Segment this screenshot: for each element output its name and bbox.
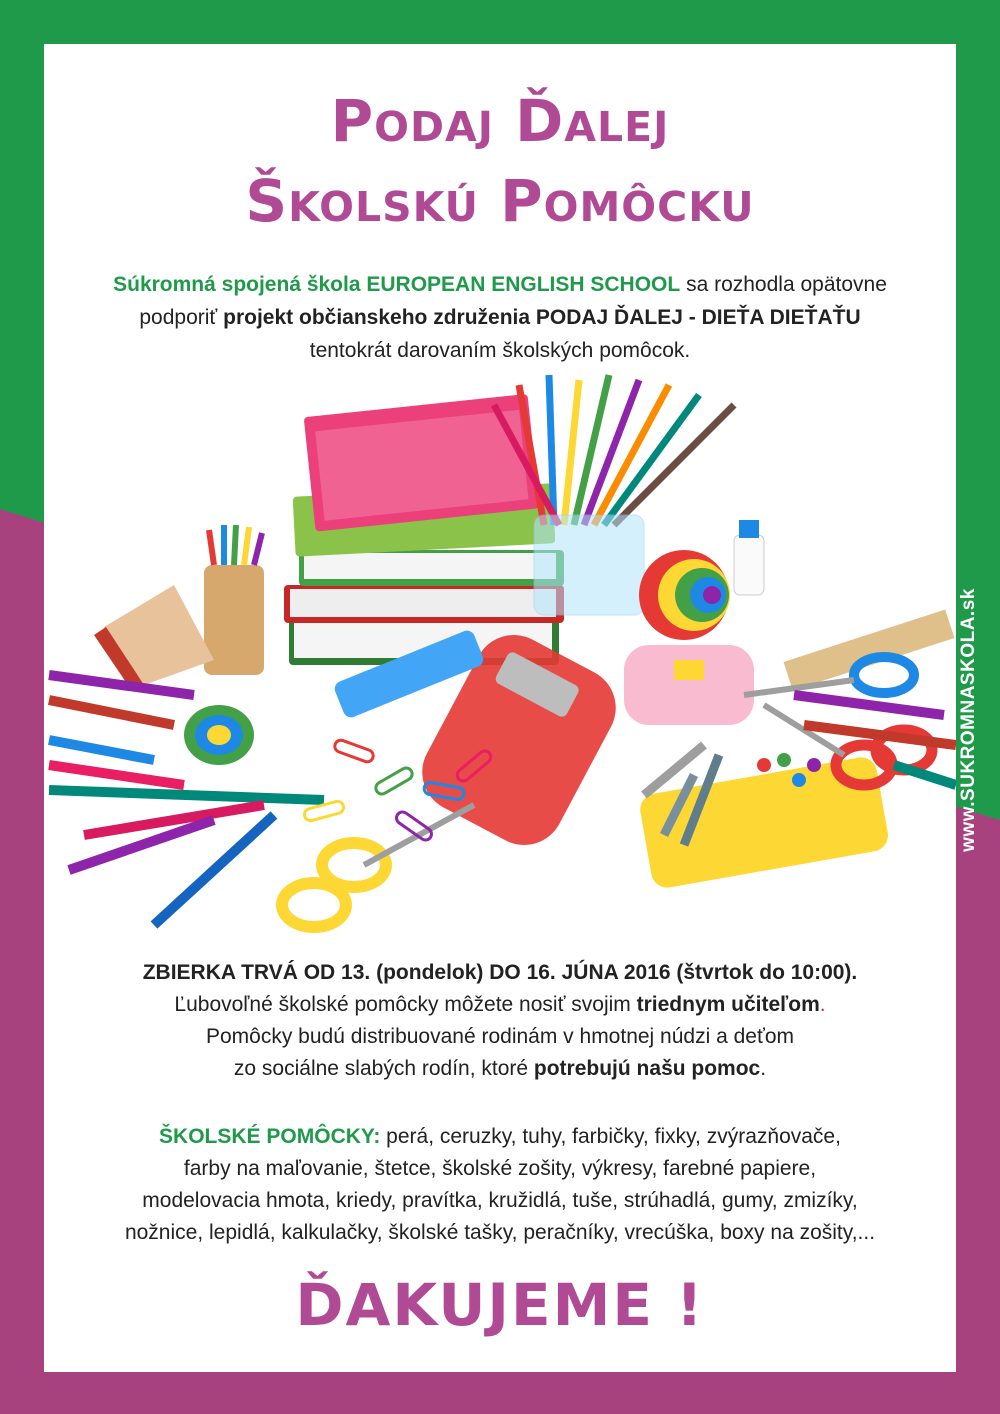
title-line-2: Školskú Pomôcku xyxy=(245,167,755,235)
info-teachers: triednym učiteľom xyxy=(636,993,820,1016)
intro-paragraph xyxy=(44,268,956,367)
title-line-1: Podaj Ďalej xyxy=(330,87,670,155)
supplies-line-2: farby na maľovanie, štetce, školské zošity, výkresy, farebné papiere, xyxy=(183,1157,817,1180)
school-name: Súkromná spojená škola EUROPEAN ENGLISH SCHOOL xyxy=(113,273,681,296)
info-line-2c: . xyxy=(819,993,826,1016)
side-website-url: www.SUKROMNASKOLA.sk xyxy=(958,588,979,852)
project-name: projekt občianskeho združenia PODAJ ĎALEJ - DIEŤA DIEŤAŤU xyxy=(223,306,861,329)
supplies-list xyxy=(44,1121,956,1249)
sharpener xyxy=(674,660,704,680)
info-help: potrebujú našu pomoc xyxy=(533,1057,761,1080)
yellow-card xyxy=(638,755,891,890)
info-line-3: Pomôcky budú distribuované rodinám v hmotnej núdzi a deťom xyxy=(205,1025,795,1048)
school-supplies-illustration xyxy=(44,365,956,945)
thanks-heading: ĎAKUJEME ! xyxy=(295,1271,705,1339)
info-line-4c: . xyxy=(760,1057,767,1080)
collection-info xyxy=(44,957,956,1085)
supplies-label: ŠKOLSKÉ POMÔCKY: xyxy=(159,1125,381,1148)
spinning-top xyxy=(184,705,254,765)
book-stack xyxy=(284,394,564,665)
striped-ball xyxy=(639,550,730,640)
intro-text-3: tentokrát darovaním školských pomôcok. xyxy=(309,339,691,362)
ruler xyxy=(784,609,955,690)
scissors-yellow xyxy=(282,805,474,927)
supplies-line-3: modelovacia hmota, kriedy, pravítka, kružidlá, tuše, strúhadlá, gumy, zmizíky, xyxy=(142,1189,858,1212)
info-line-2a: Ľubovoľné školské pomôcky môžete nosiť svojim xyxy=(174,993,637,1016)
intro-text-2: podporiť xyxy=(139,306,224,329)
crayon-holder xyxy=(94,525,264,691)
glue-bottle xyxy=(734,535,764,595)
supplies-line-1: perá, ceruzky, tuhy, farbičky, fixky, zvýrazňovače, xyxy=(380,1125,841,1148)
pink-eraser xyxy=(624,645,754,725)
supplies-line-4: nožnice, lepidlá, kalkulačky, školské tašky, peračníky, vrecúška, boxy na zošity,... xyxy=(124,1221,876,1244)
info-line-4a: zo sociálne slabých rodín, ktoré xyxy=(233,1057,534,1080)
collection-dates: ZBIERKA TRVÁ OD 13. (pondelok) DO 16. JÚNA 2016 (štvrtok do 10:00). xyxy=(142,961,858,984)
intro-text-1: sa rozhodla opätovne xyxy=(680,273,887,296)
glue-cap xyxy=(739,520,759,538)
